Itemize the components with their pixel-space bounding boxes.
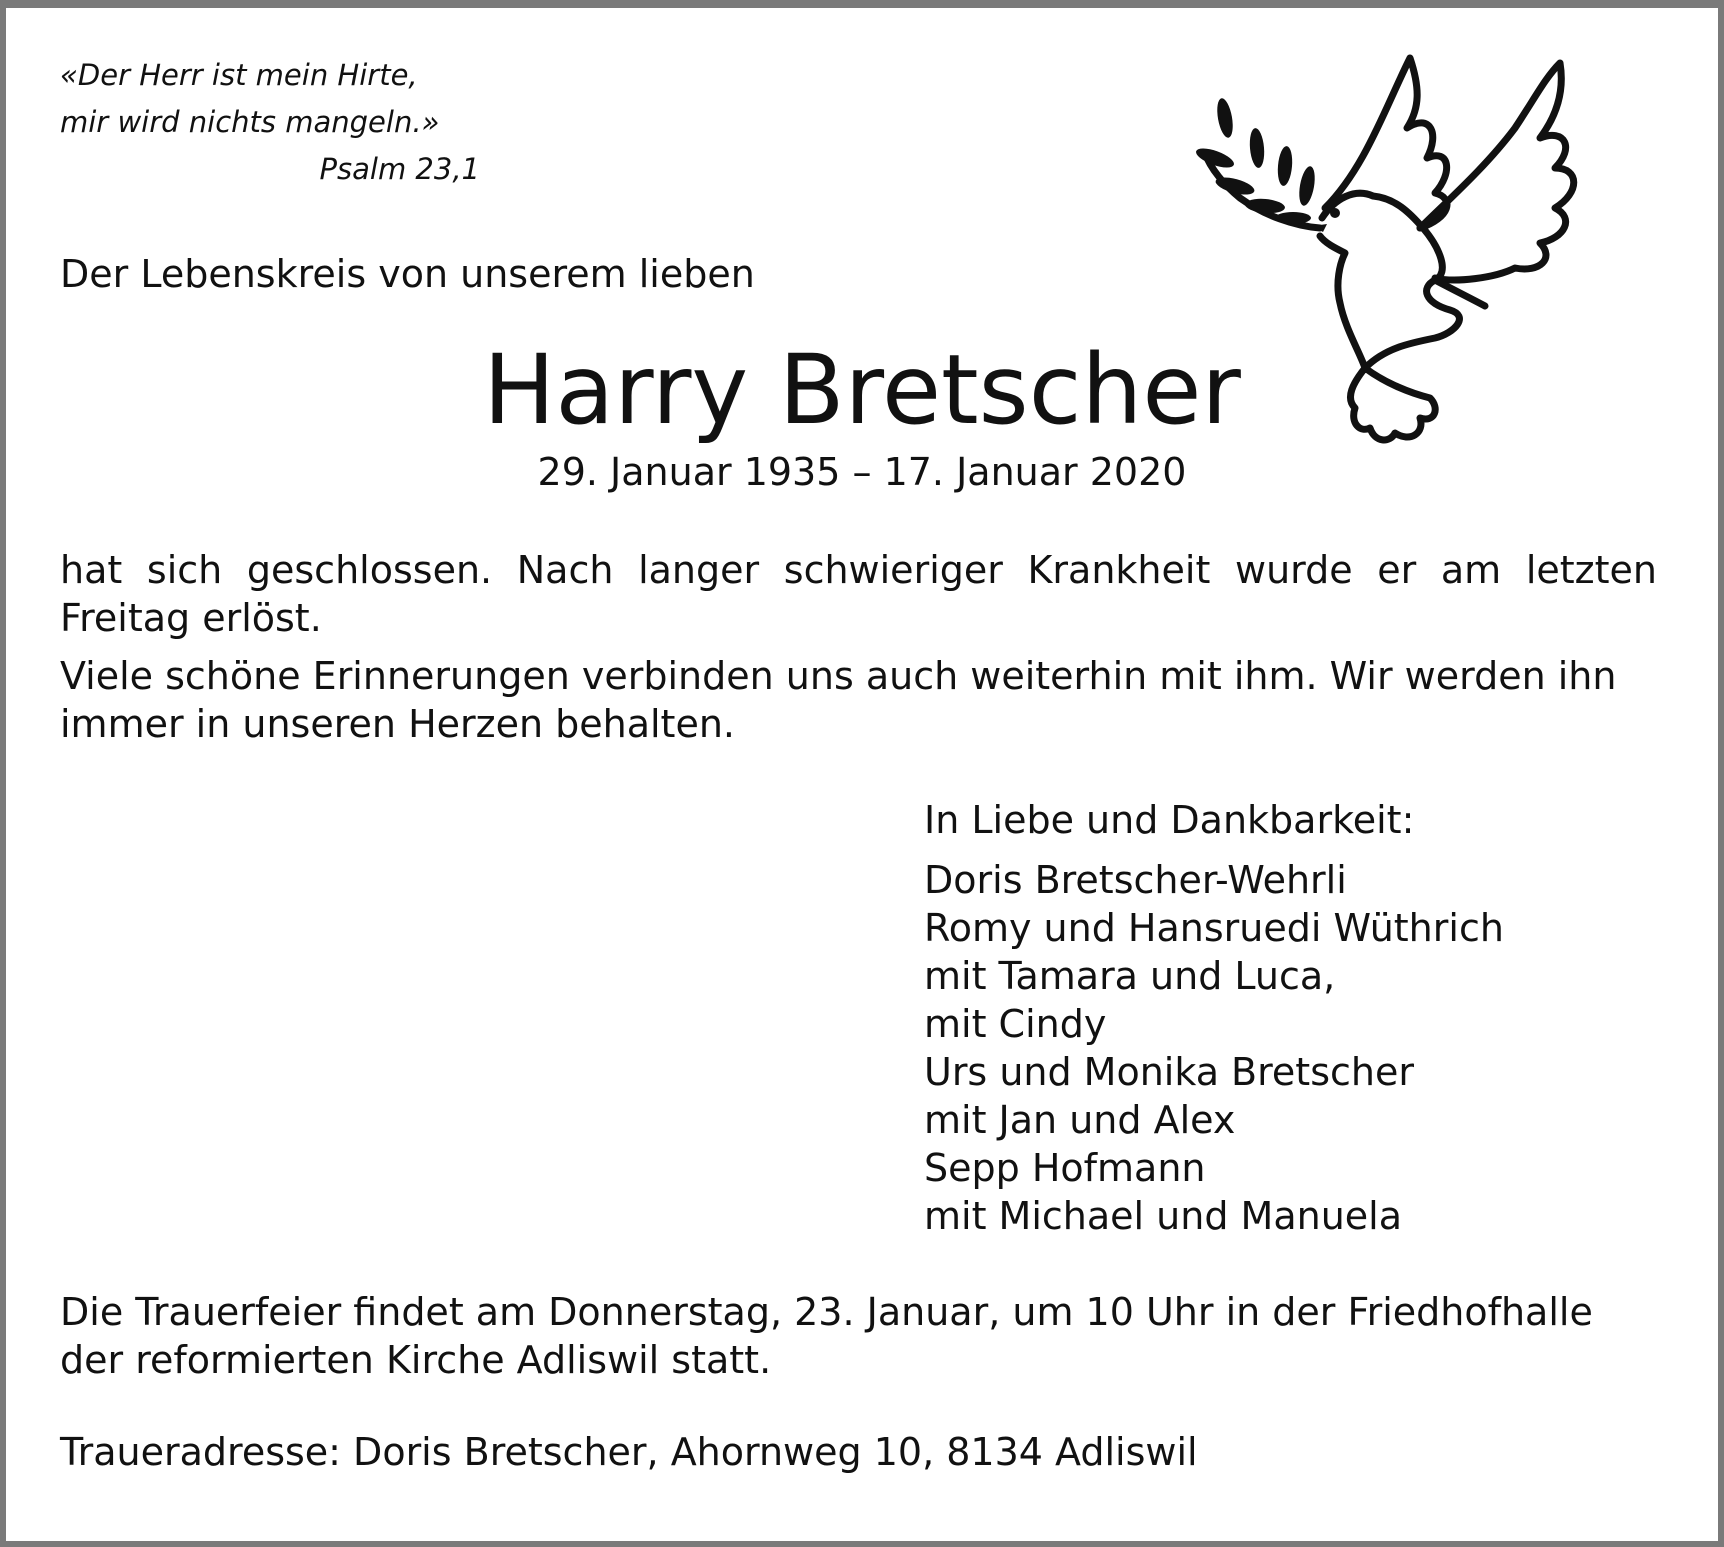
- quote-line-2: mir wird nichts mangeln.»: [60, 105, 440, 139]
- paragraph-memories: Viele schöne Erinnerungen verbinden uns auch weiterhin mit ihm. Wir werden ihn immer in unseren Herzen behalten.: [60, 654, 1617, 746]
- signoff: In Liebe und Dankbarkeit:: [924, 798, 1415, 842]
- quote-line-1: «Der Herr ist mein Hirte,: [60, 58, 418, 92]
- deceased-name: Harry Bretscher: [483, 334, 1241, 446]
- quote-reference: Psalm 23,1: [319, 152, 480, 186]
- family-list: [924, 856, 1504, 1240]
- family-member: Doris Bretscher-Wehrli: [924, 858, 1347, 902]
- family-member: mit Jan und Alex: [924, 1098, 1236, 1142]
- paragraph-closing: hat sich geschlossen. Nach langer schwieriger Krankheit wurde er am letzten Freitag erlöst.: [60, 548, 1657, 640]
- family-member: mit Michael und Manuela: [924, 1194, 1403, 1238]
- family-member: Sepp Hofmann: [924, 1146, 1206, 1190]
- family-member: Urs und Monika Bretscher: [924, 1050, 1414, 1094]
- family-member: mit Tamara und Luca,: [924, 954, 1336, 998]
- family-member: Romy und Hansruedi Wüthrich: [924, 906, 1504, 950]
- service-info: Die Trauerfeier findet am Donnerstag, 23. Januar, um 10 Uhr in der Friedhofhalle der reformierten Kirche Adliswil statt.: [60, 1290, 1593, 1382]
- life-dates: 29. Januar 1935 – 17. Januar 2020: [537, 450, 1187, 494]
- family-member: mit Cindy: [924, 1002, 1107, 1046]
- intro-line: Der Lebenskreis von unserem lieben: [60, 252, 755, 296]
- mourning-address: Traueradresse: Doris Bretscher, Ahornweg 10, 8134 Adliswil: [60, 1430, 1198, 1474]
- psalm-quote: [60, 52, 480, 193]
